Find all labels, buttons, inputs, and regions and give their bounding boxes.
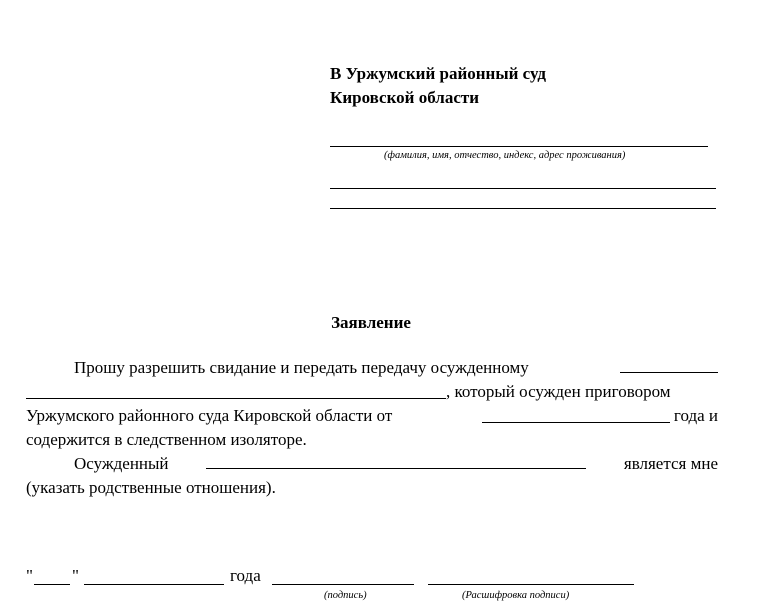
addressee-court: В Уржумский районный суд xyxy=(330,64,546,83)
signature-caption: (подпись) xyxy=(324,590,367,601)
applicant-caption: (фамилия, имя, отчество, индекс, адрес проживания) xyxy=(384,150,626,161)
convicted-name-blank xyxy=(206,452,586,469)
day-blank xyxy=(34,568,70,585)
decode-caption: (Расшифровка подписи) xyxy=(462,590,570,601)
relation-text: является мне xyxy=(623,454,718,473)
sentence-text: , который осужден приговором xyxy=(446,382,671,401)
body-line-3 xyxy=(26,404,718,428)
convict-name-blank-2 xyxy=(26,382,446,399)
signature-decode-blank xyxy=(428,568,634,585)
body-line-1 xyxy=(26,356,718,380)
body-line-4: содержится в следственном изоляторе. xyxy=(26,430,307,449)
month-blank xyxy=(84,568,224,585)
convict-name-blank xyxy=(620,356,718,373)
date-quote-open: " xyxy=(26,566,33,585)
year-text: года и xyxy=(673,406,718,425)
body-line-2 xyxy=(26,380,718,404)
year-word: года xyxy=(230,566,261,585)
date-quote-close: " xyxy=(72,566,79,585)
convicted-label: Осужденный xyxy=(74,454,169,473)
body-paragraph-2 xyxy=(26,452,718,500)
court-text: Уржумского районного суда Кировской области от xyxy=(26,406,393,425)
applicant-address-line-2 xyxy=(330,208,716,209)
relation-line-2: (указать родственные отношения). xyxy=(26,478,276,497)
relation-line-1 xyxy=(26,452,718,476)
request-text: Прошу разрешить свидание и передать передачу осужденному xyxy=(74,358,529,377)
addressee-region: Кировской области xyxy=(330,88,480,107)
signature-blank xyxy=(272,568,414,585)
sentence-date-blank xyxy=(482,406,670,423)
body-paragraph-1 xyxy=(26,356,718,452)
document-title: Заявление xyxy=(331,313,411,332)
applicant-name-line xyxy=(330,146,708,147)
applicant-address-line-1 xyxy=(330,188,716,189)
